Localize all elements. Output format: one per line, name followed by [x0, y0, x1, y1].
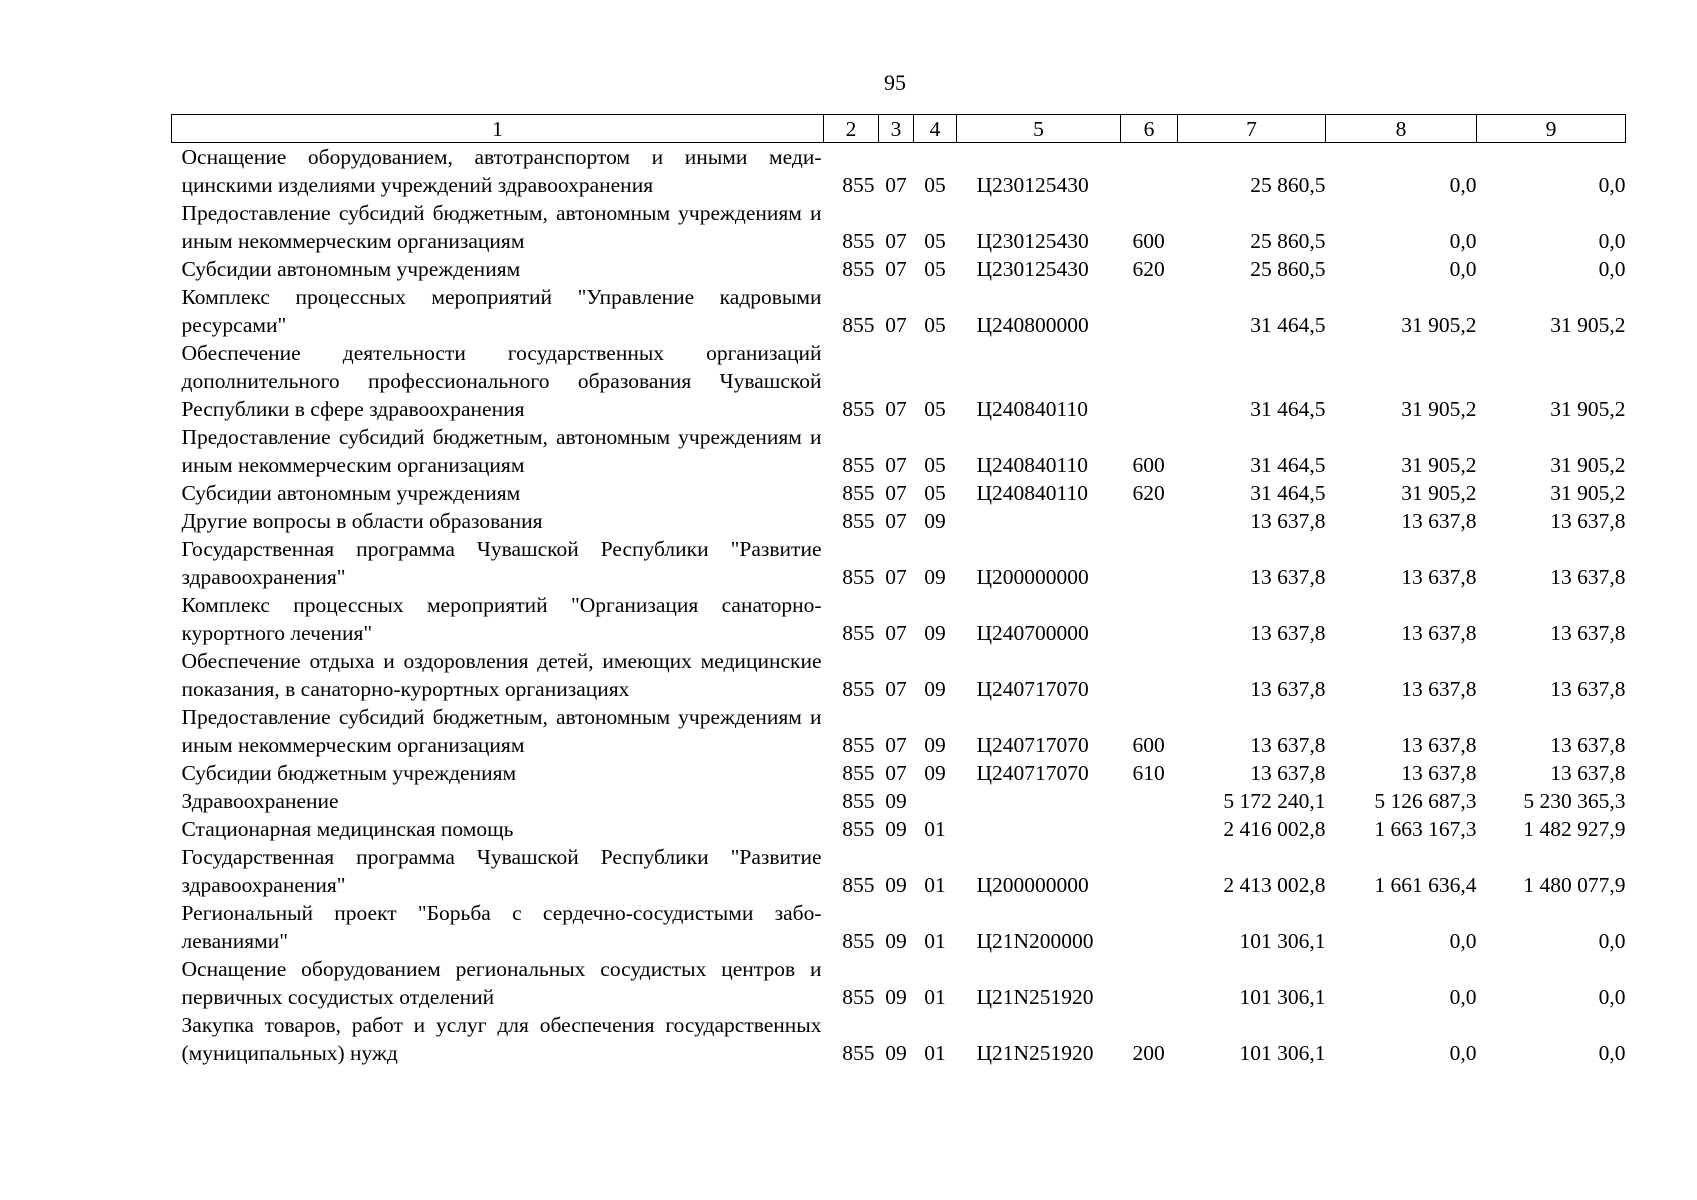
row-name: Предоставление субсидий бюджетным, автономным учреждениям и иным некоммерческим организациям	[181, 425, 822, 477]
table-row	[172, 899, 1626, 955]
row-value-col8: 13 637,8	[1401, 565, 1477, 589]
row-value-col7: 13 637,8	[1250, 509, 1326, 533]
row-name: Обеспечение деятельности государственных организаций дополнительного профессионального образования Чувашской Республики в сфере здравоохранения	[181, 341, 822, 421]
row-value-col7: 25 860,5	[1250, 229, 1326, 253]
row-expense-type	[1121, 507, 1178, 535]
row-section: 09	[885, 789, 907, 813]
row-expense-type	[1121, 899, 1178, 955]
header-col-8: 8	[1326, 115, 1477, 143]
row-value-col8: 13 637,8	[1401, 621, 1477, 645]
row-value-col8: 1 663 167,3	[1374, 817, 1477, 841]
row-value-col7: 5 172 240,1	[1223, 789, 1326, 813]
row-target-item: Ц21N200000	[976, 929, 1094, 953]
table-row	[172, 199, 1626, 255]
row-target-item	[957, 815, 1121, 843]
row-value-col8: 31 905,2	[1401, 397, 1477, 421]
table-header	[172, 115, 1626, 143]
row-value-col7: 25 860,5	[1250, 173, 1326, 197]
row-grbs: 855	[842, 677, 875, 701]
row-target-item: Ц21N251920	[976, 985, 1094, 1009]
row-grbs: 855	[842, 733, 875, 757]
row-section: 09	[885, 817, 907, 841]
row-subsection: 01	[924, 1041, 946, 1065]
row-value-col9: 13 637,8	[1550, 565, 1626, 589]
row-expense-type: 200	[1132, 1041, 1165, 1065]
row-name: Стационарная медицинская помощь	[181, 817, 514, 841]
row-value-col9: 0,0	[1598, 229, 1626, 253]
row-expense-type	[1121, 843, 1178, 899]
row-expense-type: 620	[1132, 481, 1165, 505]
row-section: 09	[885, 985, 907, 1009]
row-name: Закупка товаров, работ и услуг для обеспечения государственных (муниципальных) нужд	[181, 1013, 822, 1065]
row-name: Государственная программа Чувашской Республики "Развитие здравоохранения"	[181, 845, 822, 897]
table-body	[172, 143, 1626, 1068]
header-col-6: 6	[1121, 115, 1178, 143]
row-value-col8: 13 637,8	[1401, 677, 1477, 701]
table-row	[172, 1011, 1626, 1067]
row-value-col8: 0,0	[1449, 1041, 1477, 1065]
row-grbs: 855	[842, 873, 875, 897]
row-expense-type	[1121, 143, 1178, 200]
row-grbs: 855	[842, 313, 875, 337]
row-target-item	[957, 507, 1121, 535]
row-target-item: Ц230125430	[976, 173, 1089, 197]
row-expense-type	[1121, 283, 1178, 339]
row-value-col8: 1 661 636,4	[1374, 873, 1477, 897]
table-row	[172, 787, 1626, 815]
row-value-col9: 31 905,2	[1550, 453, 1626, 477]
row-target-item: Ц240840110	[976, 453, 1088, 477]
row-value-col7: 13 637,8	[1250, 621, 1326, 645]
row-value-col7: 31 464,5	[1250, 397, 1326, 421]
row-name: Здравоохранение	[181, 789, 339, 813]
row-expense-type: 620	[1132, 257, 1165, 281]
row-section: 07	[885, 453, 907, 477]
row-expense-type	[1121, 647, 1178, 703]
row-value-col8: 0,0	[1449, 229, 1477, 253]
row-target-item: Ц240840110	[976, 481, 1088, 505]
row-subsection: 09	[924, 565, 946, 589]
row-value-col7: 13 637,8	[1250, 761, 1326, 785]
row-subsection: 09	[924, 509, 946, 533]
row-value-col7: 101 306,1	[1239, 929, 1326, 953]
row-target-item: Ц240717070	[976, 733, 1089, 757]
row-target-item: Ц240800000	[976, 313, 1089, 337]
row-section: 07	[885, 761, 907, 785]
row-subsection: 01	[924, 985, 946, 1009]
row-expense-type: 600	[1132, 229, 1165, 253]
header-row	[172, 115, 1626, 143]
row-name: Предоставление субсидий бюджетным, автономным учреждениям и иным некоммерческим организациям	[181, 705, 822, 757]
header-col-5: 5	[957, 115, 1121, 143]
table-row	[172, 143, 1626, 200]
row-grbs: 855	[842, 565, 875, 589]
header-col-9: 9	[1477, 115, 1626, 143]
table-row	[172, 535, 1626, 591]
row-expense-type	[1121, 339, 1178, 423]
row-value-col7: 13 637,8	[1250, 733, 1326, 757]
row-value-col7: 2 413 002,8	[1223, 873, 1326, 897]
row-subsection: 09	[924, 761, 946, 785]
row-section: 07	[885, 677, 907, 701]
row-subsection: 01	[924, 873, 946, 897]
row-section: 07	[885, 621, 907, 645]
table-row	[172, 843, 1626, 899]
row-subsection: 01	[924, 817, 946, 841]
row-value-col8: 5 126 687,3	[1374, 789, 1477, 813]
row-subsection: 05	[924, 257, 946, 281]
row-value-col9: 0,0	[1598, 257, 1626, 281]
row-value-col9: 1 482 927,9	[1523, 817, 1626, 841]
row-grbs: 855	[842, 509, 875, 533]
row-value-col8: 13 637,8	[1401, 509, 1477, 533]
row-section: 09	[885, 873, 907, 897]
header-col-1: 1	[172, 115, 824, 143]
table-row	[172, 647, 1626, 703]
row-subsection: 05	[924, 229, 946, 253]
row-value-col8: 31 905,2	[1401, 313, 1477, 337]
row-value-col9: 13 637,8	[1550, 509, 1626, 533]
row-section: 07	[885, 509, 907, 533]
row-section: 07	[885, 173, 907, 197]
row-value-col9: 0,0	[1598, 1041, 1626, 1065]
row-value-col7: 31 464,5	[1250, 481, 1326, 505]
row-expense-type: 600	[1132, 453, 1165, 477]
row-expense-type: 600	[1132, 733, 1165, 757]
row-value-col7: 101 306,1	[1239, 1041, 1326, 1065]
row-value-col7: 25 860,5	[1250, 257, 1326, 281]
row-value-col9: 13 637,8	[1550, 733, 1626, 757]
table-row	[172, 955, 1626, 1011]
row-section: 09	[885, 1041, 907, 1065]
row-value-col8: 0,0	[1449, 257, 1477, 281]
row-value-col7: 31 464,5	[1250, 453, 1326, 477]
row-name: Региональный проект "Борьба с сердечно-сосудистыми заболеваниями"	[181, 901, 822, 953]
row-name: Комплекс процессных мероприятий "Управление кадровыми ресурсами"	[181, 285, 822, 337]
budget-table	[171, 114, 1626, 1067]
row-target-item: Ц240840110	[976, 397, 1088, 421]
row-value-col9: 31 905,2	[1550, 397, 1626, 421]
row-section: 07	[885, 257, 907, 281]
row-subsection	[914, 787, 957, 815]
row-section: 07	[885, 313, 907, 337]
row-section: 07	[885, 733, 907, 757]
row-grbs: 855	[842, 985, 875, 1009]
row-expense-type	[1121, 955, 1178, 1011]
row-grbs: 855	[842, 481, 875, 505]
row-value-col8: 31 905,2	[1401, 481, 1477, 505]
row-name: Субсидии автономным учреждениям	[181, 257, 521, 281]
row-subsection: 05	[924, 481, 946, 505]
row-grbs: 855	[842, 453, 875, 477]
row-name: Оснащение оборудованием региональных сосудистых центров и первичных сосудистых отделений	[181, 957, 822, 1009]
row-target-item: Ц240717070	[976, 677, 1089, 701]
row-target-item: Ц230125430	[976, 257, 1089, 281]
row-subsection: 05	[924, 453, 946, 477]
row-grbs: 855	[842, 397, 875, 421]
page-number: 95	[884, 70, 906, 95]
row-grbs: 855	[842, 817, 875, 841]
table-row	[172, 703, 1626, 759]
table-row	[172, 255, 1626, 283]
row-grbs: 855	[842, 173, 875, 197]
row-subsection: 09	[924, 733, 946, 757]
row-name: Комплекс процессных мероприятий "Организация санаторно-курортного лечения"	[181, 593, 822, 645]
row-value-col7: 13 637,8	[1250, 565, 1326, 589]
row-target-item: Ц200000000	[976, 565, 1089, 589]
row-expense-type	[1121, 535, 1178, 591]
row-name: Оснащение оборудованием, автотранспортом и иными медицинскими изделиями учреждений здравоохранения	[181, 145, 822, 197]
row-name: Обеспечение отдыха и оздоровления детей, имеющих медицинские показания, в санаторно-курортных организациях	[181, 649, 822, 701]
row-value-col7: 13 637,8	[1250, 677, 1326, 701]
row-value-col9: 31 905,2	[1550, 481, 1626, 505]
row-grbs: 855	[842, 621, 875, 645]
row-grbs: 855	[842, 1041, 875, 1065]
row-target-item	[957, 787, 1121, 815]
table-row	[172, 591, 1626, 647]
row-name: Субсидии бюджетным учреждениям	[181, 761, 517, 785]
row-section: 07	[885, 565, 907, 589]
row-subsection: 05	[924, 313, 946, 337]
row-value-col7: 2 416 002,8	[1223, 817, 1326, 841]
row-value-col8: 0,0	[1449, 929, 1477, 953]
row-name: Государственная программа Чувашской Республики "Развитие здравоохранения"	[181, 537, 822, 589]
row-grbs: 855	[842, 761, 875, 785]
row-name: Другие вопросы в области образования	[181, 509, 543, 533]
row-expense-type	[1121, 815, 1178, 843]
table-row	[172, 339, 1626, 423]
row-value-col9: 5 230 365,3	[1523, 789, 1626, 813]
row-name: Предоставление субсидий бюджетным, автономным учреждениям и иным некоммерческим организациям	[181, 201, 822, 253]
row-target-item: Ц240717070	[976, 761, 1089, 785]
row-subsection: 05	[924, 173, 946, 197]
row-target-item: Ц200000000	[976, 873, 1089, 897]
row-value-col8: 31 905,2	[1401, 453, 1477, 477]
row-grbs: 855	[842, 257, 875, 281]
row-value-col9: 13 637,8	[1550, 761, 1626, 785]
row-value-col8: 13 637,8	[1401, 733, 1477, 757]
row-value-col7: 31 464,5	[1250, 313, 1326, 337]
row-value-col8: 0,0	[1449, 173, 1477, 197]
row-subsection: 09	[924, 621, 946, 645]
table-row	[172, 815, 1626, 843]
row-target-item: Ц230125430	[976, 229, 1089, 253]
table-row	[172, 479, 1626, 507]
row-section: 09	[885, 929, 907, 953]
row-subsection: 09	[924, 677, 946, 701]
table-row	[172, 423, 1626, 479]
row-target-item: Ц240700000	[976, 621, 1089, 645]
row-value-col9: 0,0	[1598, 985, 1626, 1009]
row-name: Субсидии автономным учреждениям	[181, 481, 521, 505]
row-expense-type: 610	[1132, 761, 1165, 785]
row-grbs: 855	[842, 229, 875, 253]
header-col-7: 7	[1178, 115, 1326, 143]
row-subsection: 01	[924, 929, 946, 953]
row-value-col9: 13 637,8	[1550, 677, 1626, 701]
row-value-col9: 13 637,8	[1550, 621, 1626, 645]
header-col-4: 4	[914, 115, 957, 143]
row-value-col8: 13 637,8	[1401, 761, 1477, 785]
row-section: 07	[885, 397, 907, 421]
row-target-item: Ц21N251920	[976, 1041, 1094, 1065]
row-section: 07	[885, 481, 907, 505]
header-col-2: 2	[824, 115, 879, 143]
row-value-col9: 1 480 077,9	[1523, 873, 1626, 897]
row-value-col9: 0,0	[1598, 929, 1626, 953]
row-value-col9: 31 905,2	[1550, 313, 1626, 337]
row-expense-type	[1121, 787, 1178, 815]
row-expense-type	[1121, 591, 1178, 647]
row-section: 07	[885, 229, 907, 253]
row-value-col7: 101 306,1	[1239, 985, 1326, 1009]
table-row	[172, 759, 1626, 787]
row-value-col8: 0,0	[1449, 985, 1477, 1009]
table-row	[172, 507, 1626, 535]
row-value-col9: 0,0	[1598, 173, 1626, 197]
row-grbs: 855	[842, 789, 875, 813]
header-col-3: 3	[879, 115, 914, 143]
row-grbs: 855	[842, 929, 875, 953]
table-row	[172, 283, 1626, 339]
row-subsection: 05	[924, 397, 946, 421]
